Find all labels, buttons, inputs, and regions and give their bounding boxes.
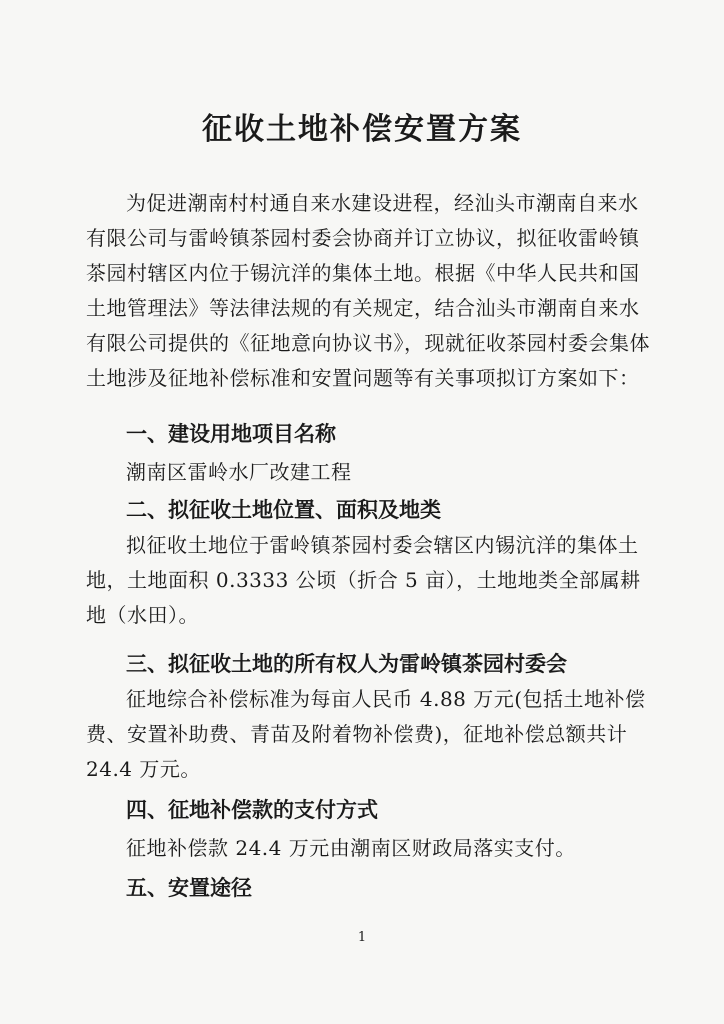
section-5-heading: 五、安置途径 (126, 876, 252, 900)
section-1-heading: 一、建设用地项目名称 (126, 422, 336, 446)
section-2-body: 拟征收土地位于雷岭镇茶园村委会辖区内锡沆洋的集体土地，土地面积 0.3333 公顷（折合 5 亩），土地地类全部属耕地（水田）。 (86, 533, 641, 627)
section-4-heading: 四、征地补偿款的支付方式 (126, 798, 378, 822)
section-1-body: 潮南区雷岭水厂改建工程 (126, 460, 352, 484)
page-number: 1 (357, 930, 367, 945)
intro-paragraph: 为促进潮南村村通自来水建设进程，经汕头市潮南自来水有限公司与雷岭镇茶园村委会协商并订立协议，拟征收雷岭镇茶园村辖区内位于锡沆洋的集体土地。根据《中华人民共和国土地管理法》等法律法规的有关规定，结合汕头市潮南自来水有限公司提供的《征地意向协议书》，现就征收茶园村委会集体土地涉及征地补偿标准和安置问题等有关事项拟订方案如下： (86, 191, 650, 390)
section-3-heading: 三、拟征收土地的所有权人为雷岭镇茶园村委会 (126, 652, 567, 676)
section-3-body: 征地综合补偿标准为每亩人民币 4.88 万元(包括土地补偿费、安置补助费、青苗及附着物补偿费)，征地补偿总额共计 24.4 万元。 (86, 687, 646, 781)
document-title: 征收土地补偿安置方案 (202, 112, 522, 147)
section-2-heading: 二、拟征收土地位置、面积及地类 (126, 498, 441, 522)
section-4-body: 征地补偿款 24.4 万元由潮南区财政局落实支付。 (126, 836, 576, 860)
